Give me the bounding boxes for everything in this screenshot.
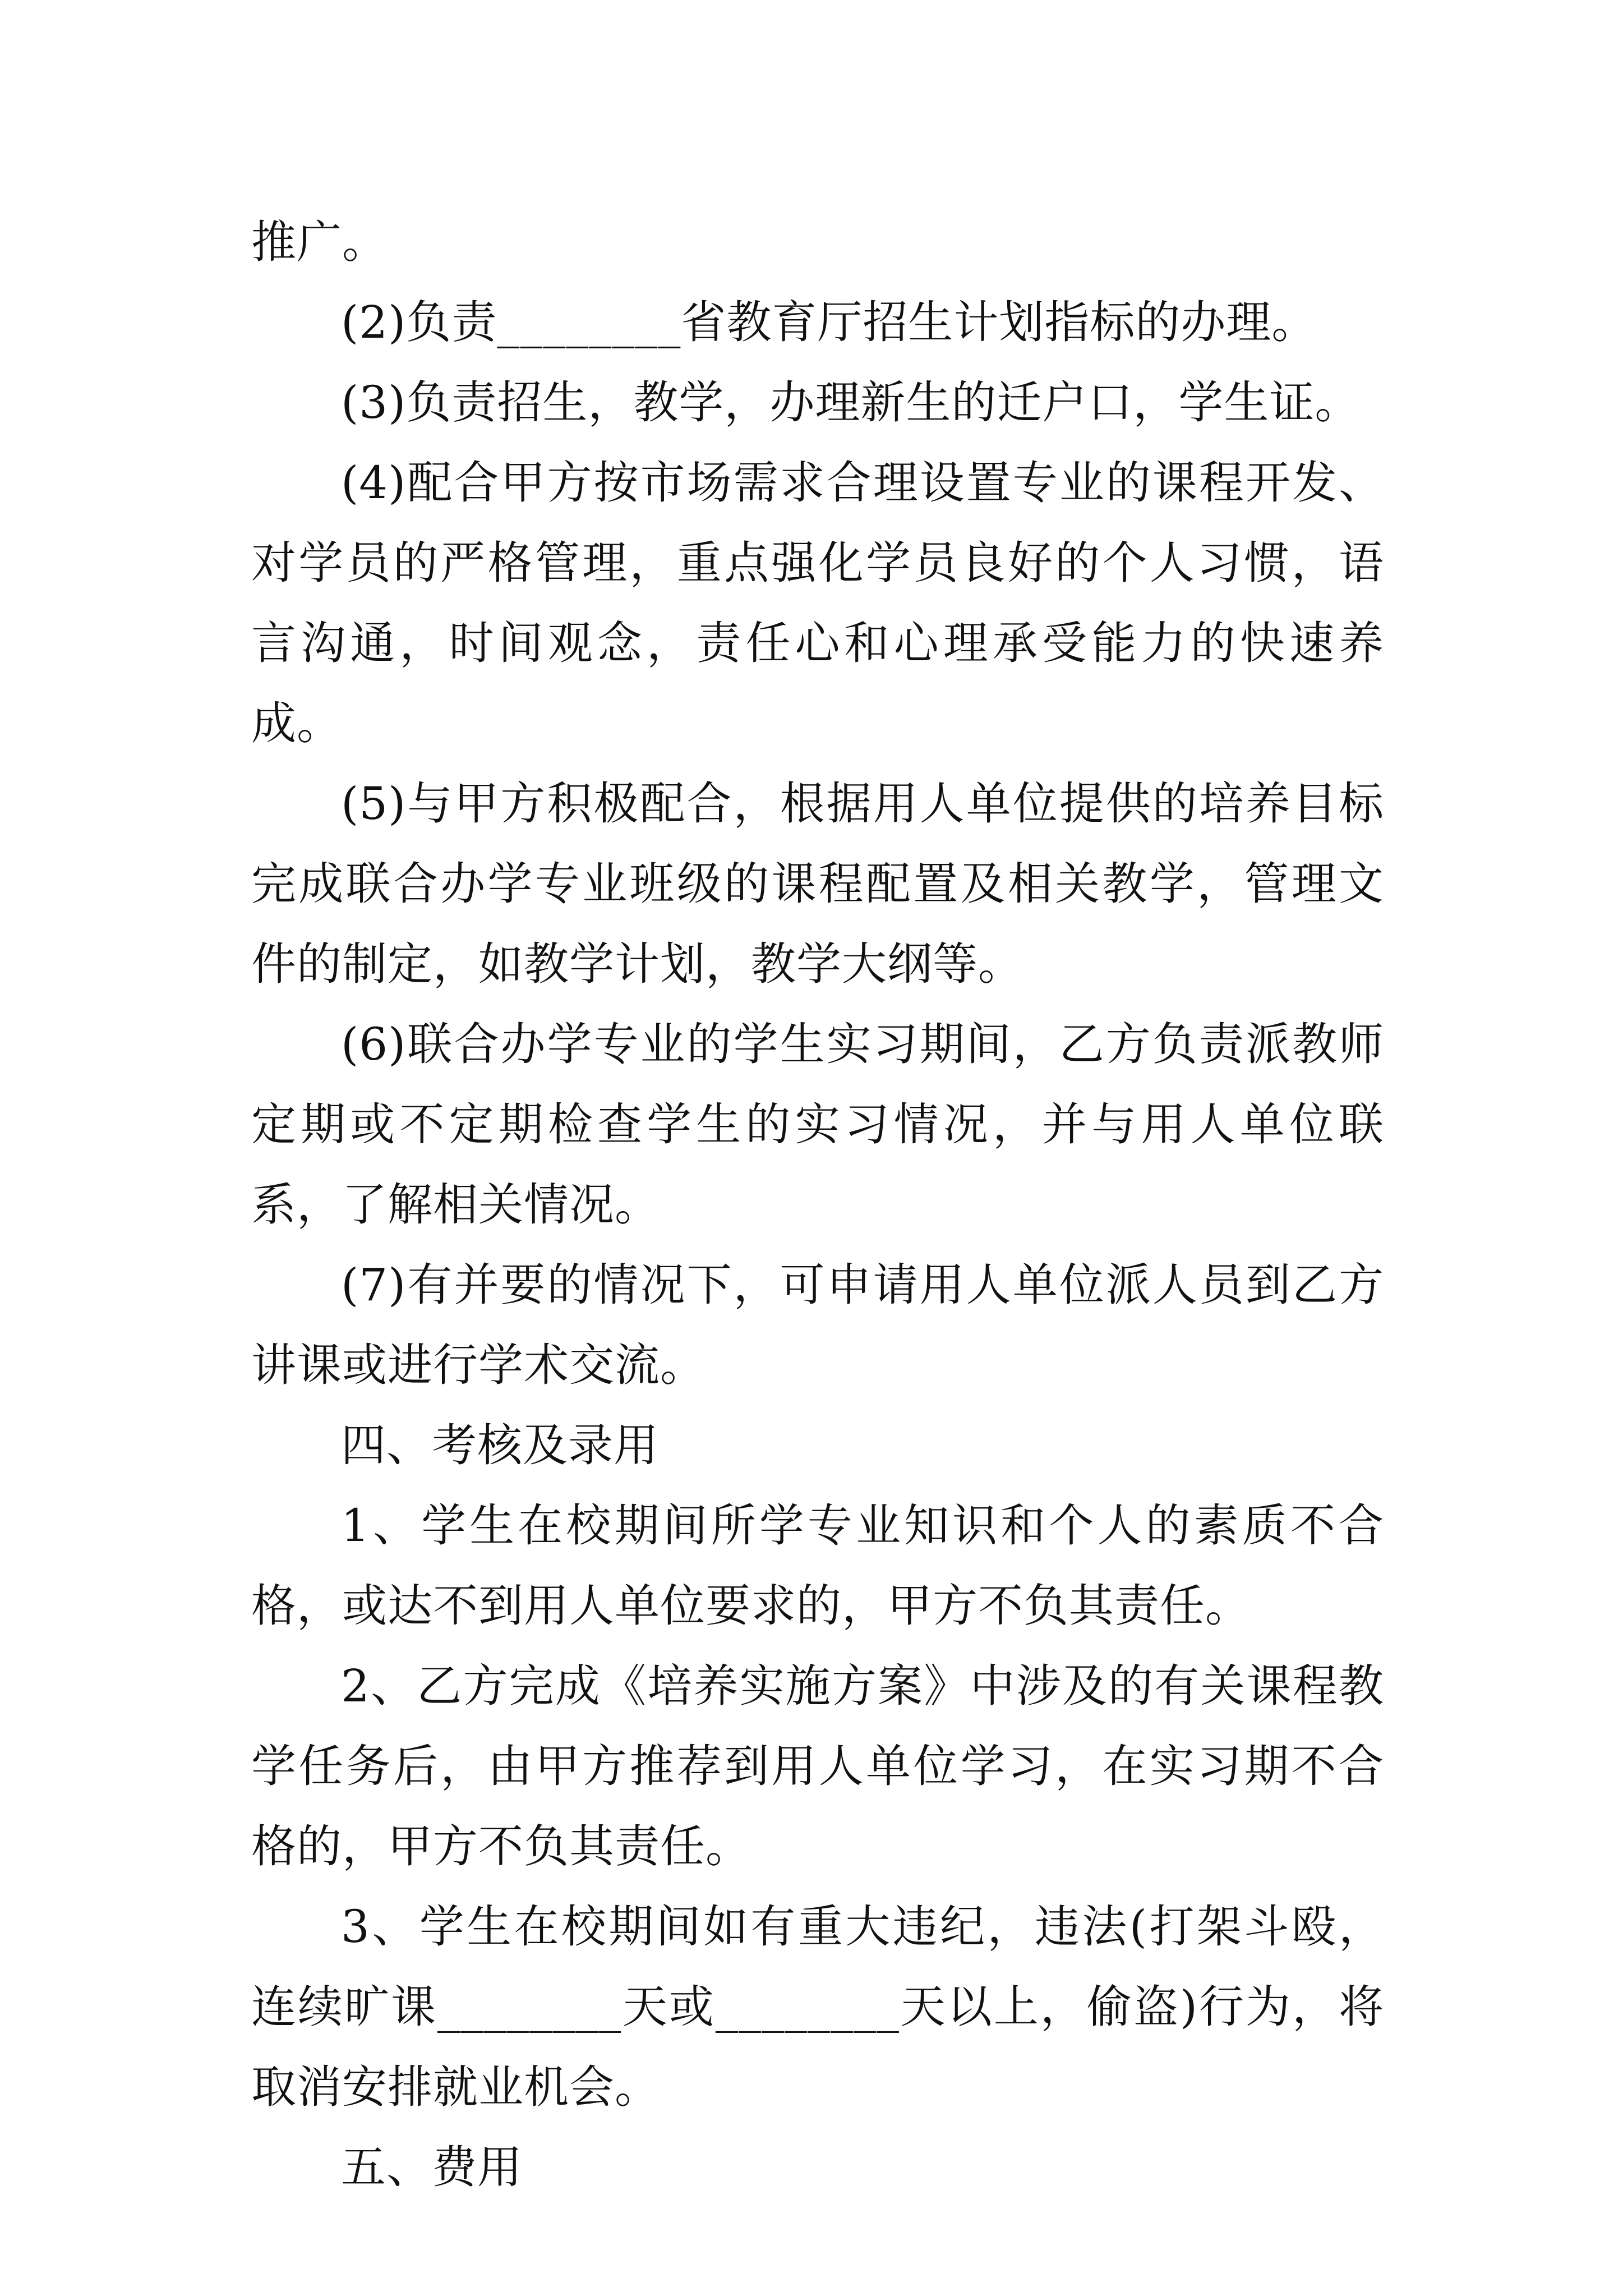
- paragraph: 3、学生在校期间如有重大违纪，违法(打架斗殴，连续旷课________天或________天以上，偷盗)行为，将取消安排就业机会。: [251, 1901, 1384, 2113]
- section-heading: 四、考核及录用: [341, 1419, 659, 1471]
- paragraph: (7)有并要的情况下，可申请用人单位派人员到乙方讲课或进行学术交流。: [251, 1259, 1384, 1391]
- paragraph: 2、乙方完成《培养实施方案》中涉及的有关课程教学任务后，由甲方推荐到用人单位学习，在实习期不合格的，甲方不负其责任。: [251, 1660, 1384, 1872]
- paragraph: 1、学生在校期间所学专业知识和个人的素质不合格，或达不到用人单位要求的，甲方不负其责任。: [251, 1499, 1384, 1632]
- paragraph: (6)联合办学专业的学生实习期间，乙方负责派教师定期或不定期检查学生的实习情况，并与用人单位联系，了解相关情况。: [251, 1018, 1384, 1231]
- paragraph: (5)与甲方积极配合，根据用人单位提供的培养目标完成联合办学专业班级的课程配置及相关教学，管理文件的制定，如教学计划，教学大纲等。: [251, 777, 1384, 990]
- paragraph: (2)负责________省教育厅招生计划指标的办理。: [341, 296, 1317, 348]
- paragraph: (3)负责招生，教学，办理新生的迁户口，学生证。: [341, 376, 1361, 429]
- paragraph: (4)配合甲方按市场需求合理设置专业的课程开发、对学员的严格管理，重点强化学员良好的个人习惯，语言沟通，时间观念，责任心和心理承受能力的快速养成。: [251, 457, 1384, 749]
- document-body: [251, 202, 1384, 2207]
- paragraph: 推广。: [251, 216, 388, 268]
- section-heading: 五、费用: [341, 2141, 523, 2193]
